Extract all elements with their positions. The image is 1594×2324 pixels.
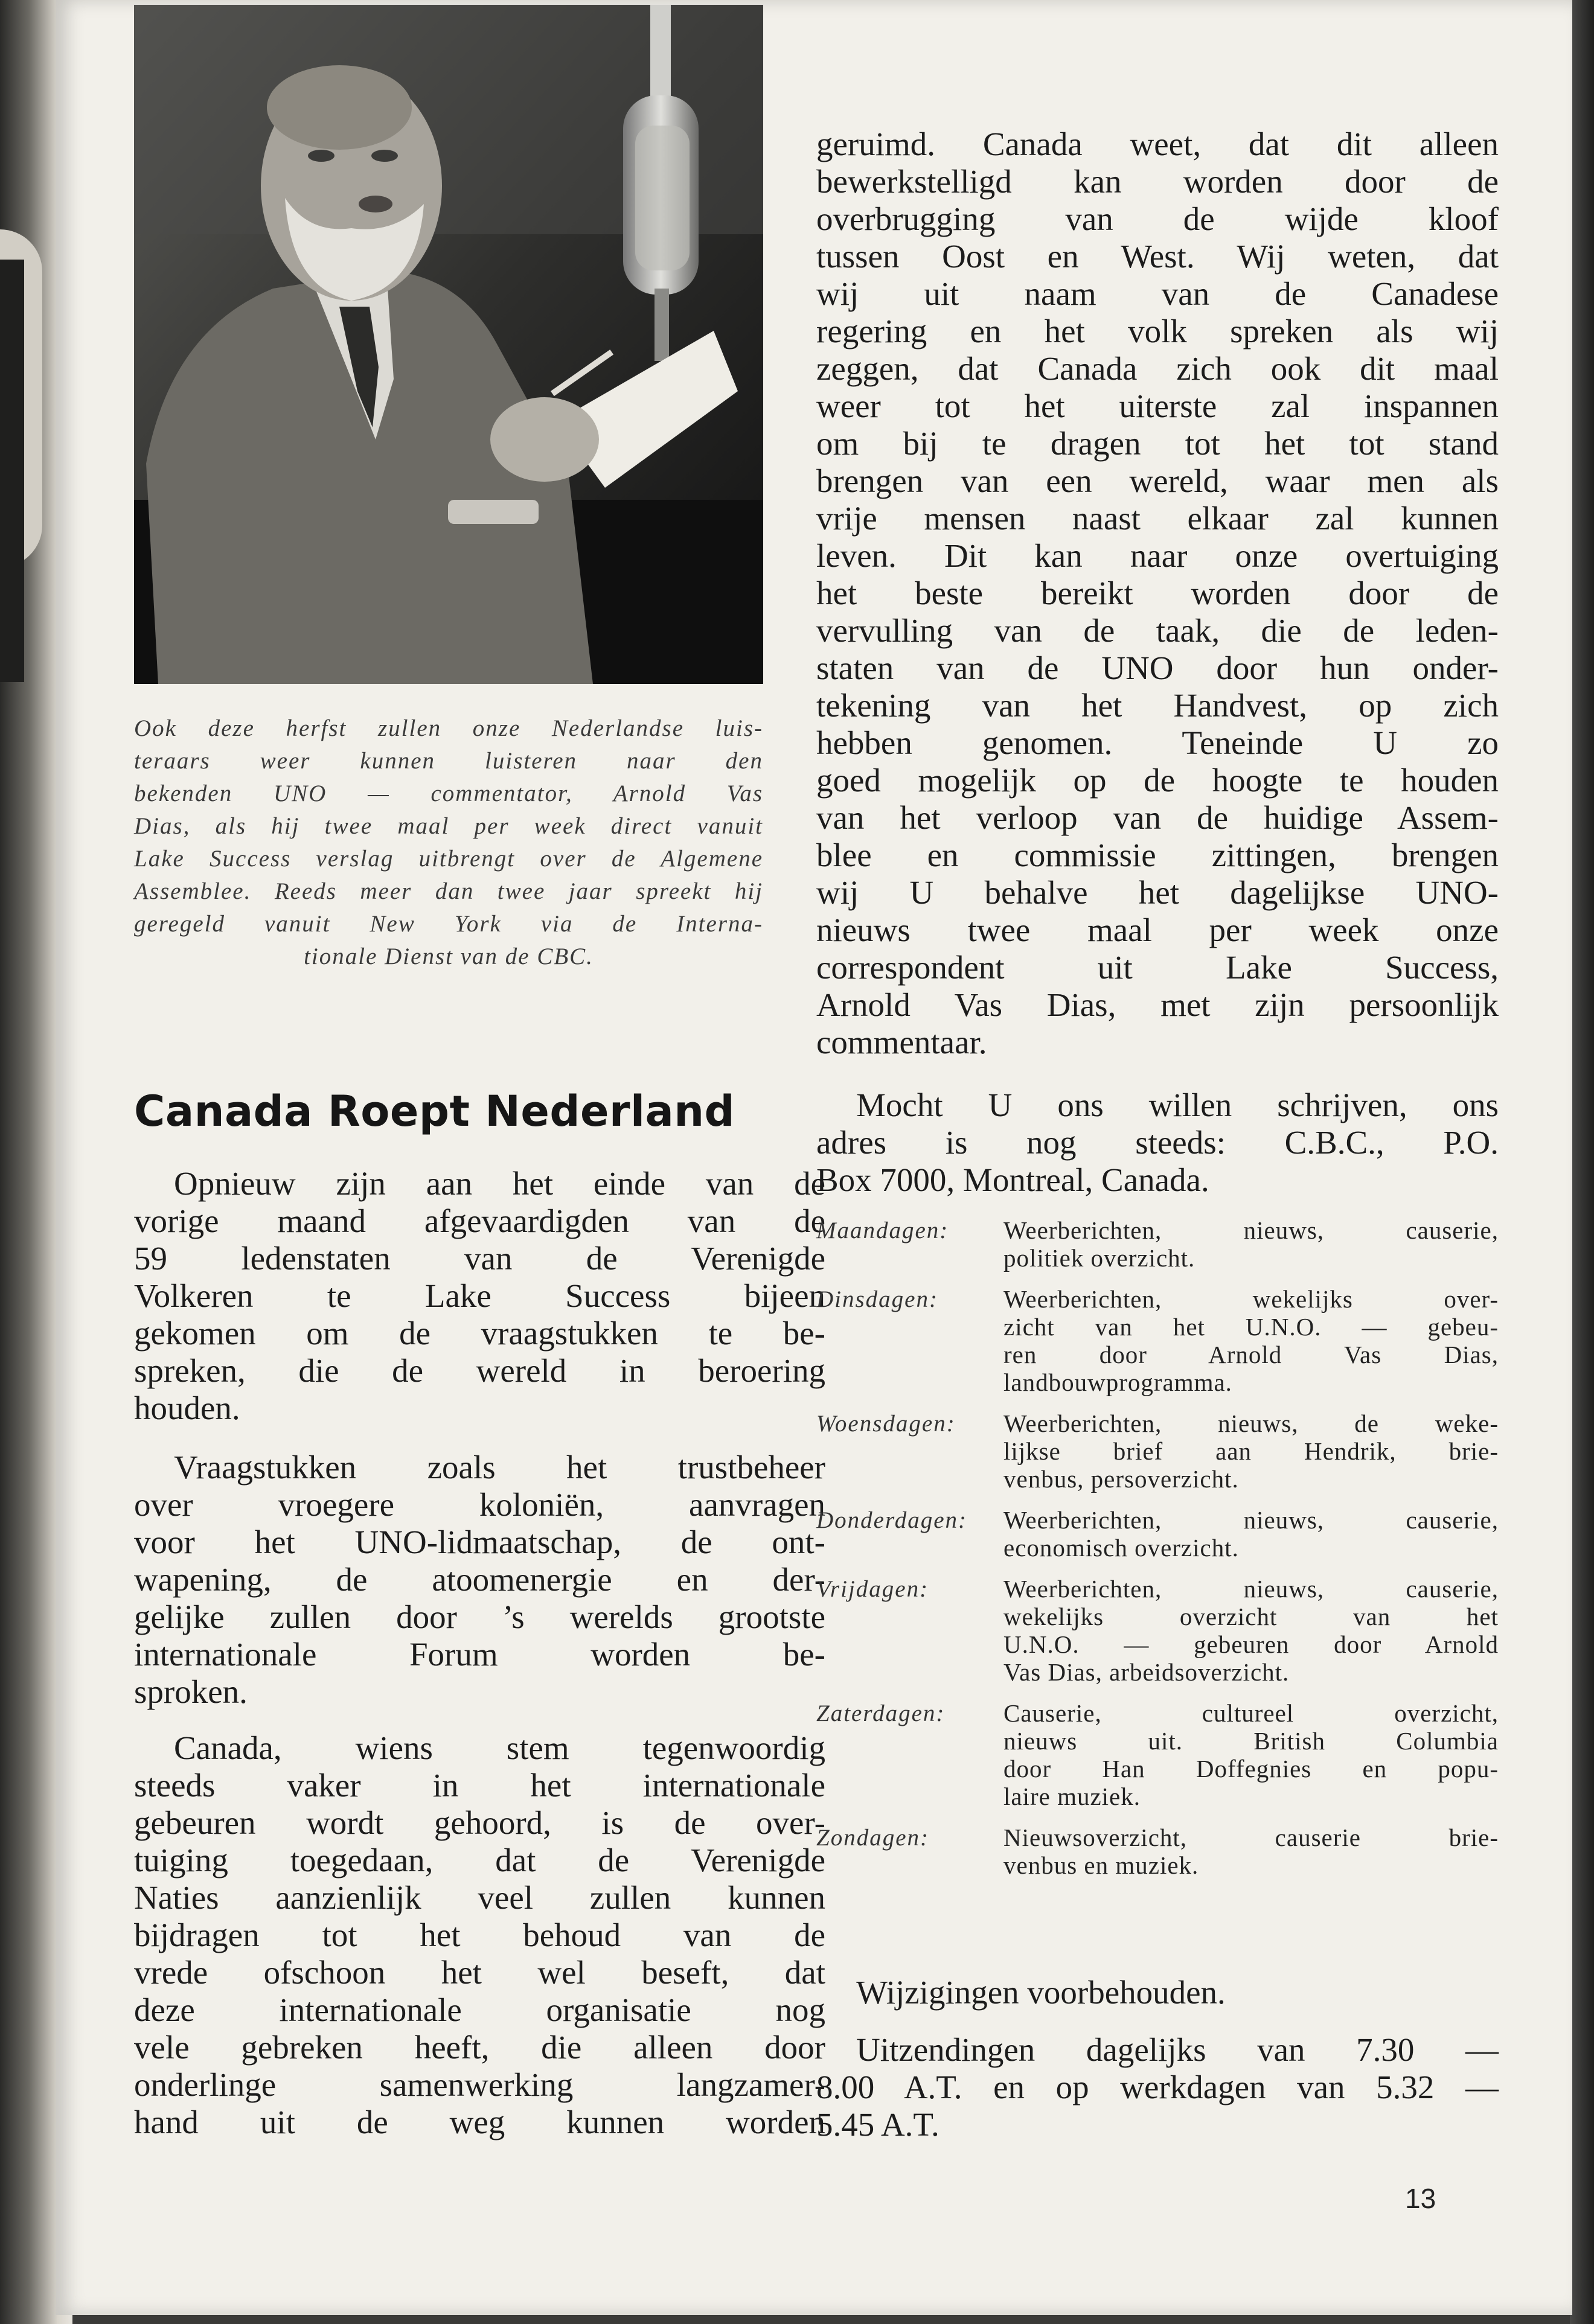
text-line: bewerkstelligd kan worden door de (816, 163, 1499, 200)
text-line: landbouwprogramma. (1003, 1368, 1232, 1396)
text-line: tuiging toegedaan, dat de Verenigde (134, 1842, 825, 1879)
text-line: goed mogelijk op de hoogte te houden (816, 762, 1499, 799)
text-line: Nieuwsoverzicht, causerie brie- (1003, 1824, 1499, 1851)
caption-line: Lake Success verslag uitbrengt over de Algemene (134, 846, 763, 872)
schedule-note (856, 1974, 1499, 2011)
text-line: economisch overzicht. (1003, 1534, 1239, 1562)
caption-line: Assemblee. Reeds meer dan twee jaar spreekt hij (134, 878, 763, 904)
text-line: Mocht U ons willen schrijven, ons (856, 1087, 1499, 1123)
text-line: Vraagstukken zoals het trustbeheer (174, 1449, 825, 1486)
schedule-row (816, 1409, 1499, 1493)
left-paragraph-2 (134, 1449, 825, 1711)
text-line: gebeuren wordt gehoord, is de over- (134, 1804, 825, 1841)
schedule-row (816, 1824, 1499, 1879)
page-number: 13 (1405, 2183, 1436, 2214)
text-line: wekelijks overzicht van het (1003, 1603, 1499, 1630)
text-line: vorige maand afgevaardigden van de (134, 1202, 825, 1239)
schedule-day: Donderdagen: (816, 1507, 968, 1533)
text-line: steeds vaker in het internationale (134, 1767, 825, 1804)
text-line: Box 7000, Montreal, Canada. (816, 1161, 1209, 1198)
text-line: Weerberichten, nieuws, de weke- (1003, 1409, 1499, 1437)
text-line: zeggen, dat Canada zich ook dit maal (816, 350, 1499, 387)
schedule-description (1003, 1216, 1499, 1272)
text-line: Weerberichten, nieuws, causerie, (1003, 1575, 1499, 1603)
text-line: Causerie, cultureel overzicht, (1003, 1699, 1499, 1727)
text-line: vele gebreken heeft, die alleen door (134, 2029, 825, 2066)
binding-edge (1570, 0, 1594, 2324)
text-line: internationale Forum worden be- (134, 1636, 825, 1673)
caption-line: geregeld vanuit New York via de Interna- (134, 911, 763, 937)
photo (134, 5, 763, 684)
text-line: Opnieuw zijn aan het einde van de (174, 1165, 825, 1202)
text-line: ren door Arnold Vas Dias, (1003, 1341, 1499, 1368)
text-line: Weerberichten, nieuws, causerie, (1003, 1216, 1499, 1244)
text-line: tussen Oost en West. Wij weten, dat (816, 238, 1499, 275)
text-line: geruimd. Canada weet, dat dit alleen (816, 126, 1499, 162)
text-line: adres is nog steeds: C.B.C., P.O. (816, 1124, 1499, 1161)
text-line: venbus en muziek. (1003, 1851, 1199, 1879)
text-line: Uitzendingen dagelijks van 7.30 — (856, 2031, 1499, 2068)
text-line: correspondent uit Lake Success, (816, 949, 1499, 986)
schedule-description (1003, 1699, 1499, 1810)
schedule-day: Zondagen: (816, 1825, 929, 1851)
text-line: brengen van een wereld, waar men als (816, 462, 1499, 499)
text-line: vrede ofschoon het wel beseft, dat (134, 1954, 825, 1991)
text-line: regering en het volk spreken als wij (816, 313, 1499, 350)
text-line: sproken. (134, 1673, 248, 1710)
left-paragraph-3 (134, 1729, 825, 2141)
schedule-row (816, 1216, 1499, 1272)
text-line: spreken, die de wereld in beroering (134, 1352, 825, 1389)
text-line: U.N.O. — gebeuren door Arnold (1003, 1630, 1499, 1658)
text-line: hand uit de weg kunnen worden (134, 2104, 825, 2140)
text-line: overbrugging van de wijde kloof (816, 200, 1499, 237)
schedule-day: Maandagen: (816, 1218, 949, 1243)
text-line: wij U behalve het dagelijkse UNO- (816, 874, 1499, 911)
text-line: blee en commissie zittingen, brengen (816, 837, 1499, 873)
schedule-description (1003, 1285, 1499, 1396)
adjacent-page-shadow (0, 260, 24, 682)
caption-line: tionale Dienst van de CBC. (304, 943, 594, 969)
text-line: lijkse brief aan Hendrik, brie- (1003, 1437, 1499, 1465)
caption-line: Ook deze herfst zullen onze Nederlandse luis- (134, 715, 763, 741)
text-line: Volkeren te Lake Success bijeen (134, 1277, 825, 1314)
text-line: 59 ledenstaten van de Verenigde (134, 1240, 825, 1277)
schedule-day: Woensdagen: (816, 1411, 956, 1437)
schedule-description (1003, 1824, 1499, 1879)
right-paragraph-2 (816, 1087, 1499, 1199)
text-line: 5.45 A.T. (816, 2106, 939, 2143)
text-line: bijdragen tot het behoud van de (134, 1917, 825, 1953)
text-line: van het verloop van de huidige Assem- (816, 799, 1499, 836)
text-line: leven. Dit kan naar onze overtuiging (816, 537, 1499, 574)
photo-image (134, 5, 763, 684)
caption-line: Dias, als hij twee maal per week direct vanuit (134, 813, 763, 839)
text-line: venbus, persoverzicht. (1003, 1465, 1239, 1493)
text-line: over vroegere koloniën, aanvragen (134, 1486, 825, 1523)
text-line: commentaar. (816, 1024, 987, 1061)
schedule-row (816, 1699, 1499, 1810)
text-line: nieuws uit. British Columbia (1003, 1727, 1499, 1755)
text-line: wapening, de atoomenergie en der- (134, 1561, 825, 1598)
text-line: 8.00 A.T. en op werkdagen van 5.32 — (816, 2069, 1499, 2105)
text-line: het beste bereikt worden door de (816, 575, 1499, 611)
text-line: staten van de UNO door hun onder- (816, 650, 1499, 686)
text-line: Canada, wiens stem tegenwoordig (174, 1729, 825, 1766)
schedule-day: Vrijdagen: (816, 1576, 929, 1602)
text-line: vrije mensen naast elkaar zal kunnen (816, 500, 1499, 537)
text-line: Weerberichten, nieuws, causerie, (1003, 1506, 1499, 1534)
text-line: hebben genomen. Teneinde U zo (816, 724, 1499, 761)
caption-line: bekenden UNO — commentator, Arnold Vas (134, 781, 763, 806)
text-line: gekomen om de vraagstukken te be- (134, 1315, 825, 1352)
text-line: vervulling van de taak, die de leden- (816, 612, 1499, 649)
text-line: Naties aanzienlijk veel zullen kunnen (134, 1879, 825, 1916)
text-line: door Han Doffegnies en popu- (1003, 1755, 1499, 1783)
schedule-day: Dinsdagen: (816, 1286, 938, 1312)
magazine-page (56, 0, 1572, 2315)
text-line: onderlinge samenwerking langzamer- (134, 2066, 825, 2103)
left-paragraph-1 (134, 1165, 825, 1427)
text-line: Weerberichten, wekelijks over- (1003, 1285, 1499, 1313)
text-line: Vas Dias, arbeidsoverzicht. (1003, 1658, 1290, 1686)
text-line: Wijzigingen voorbehouden. (856, 1974, 1226, 2011)
right-paragraph-1 (816, 126, 1499, 1061)
schedule-row (816, 1285, 1499, 1396)
text-line: voor het UNO-lidmaatschap, de ont- (134, 1524, 825, 1560)
text-line: politiek overzicht. (1003, 1244, 1196, 1272)
text-line: houden. (134, 1390, 240, 1426)
text-line: nieuws twee maal per week onze (816, 911, 1499, 948)
text-line: zicht van het U.N.O. — gebeu- (1003, 1313, 1499, 1341)
broadcast-schedule (816, 1216, 1499, 1892)
schedule-day: Zaterdagen: (816, 1700, 946, 1726)
schedule-description (1003, 1506, 1499, 1562)
schedule-row (816, 1575, 1499, 1686)
schedule-description (1003, 1409, 1499, 1493)
broadcast-times (816, 2031, 1499, 2144)
schedule-row (816, 1506, 1499, 1562)
text-line: wij uit naam van de Canadese (816, 275, 1499, 312)
article-heading: Canada Roept Nederland (134, 1087, 735, 1136)
photo-caption (134, 712, 763, 973)
text-line: tekening van het Handvest, op zich (816, 687, 1499, 724)
caption-line: teraars weer kunnen luisteren naar den (134, 748, 763, 774)
schedule-description (1003, 1575, 1499, 1686)
text-line: deze internationale organisatie nog (134, 1991, 825, 2028)
text-line: weer tot het uiterste zal inspannen (816, 388, 1499, 424)
text-line: Arnold Vas Dias, met zijn persoonlijk (816, 986, 1499, 1023)
text-line: gelijke zullen door ’s werelds grootste (134, 1598, 825, 1635)
text-line: om bij te dragen tot het tot stand (816, 425, 1499, 462)
text-line: laire muziek. (1003, 1783, 1141, 1810)
